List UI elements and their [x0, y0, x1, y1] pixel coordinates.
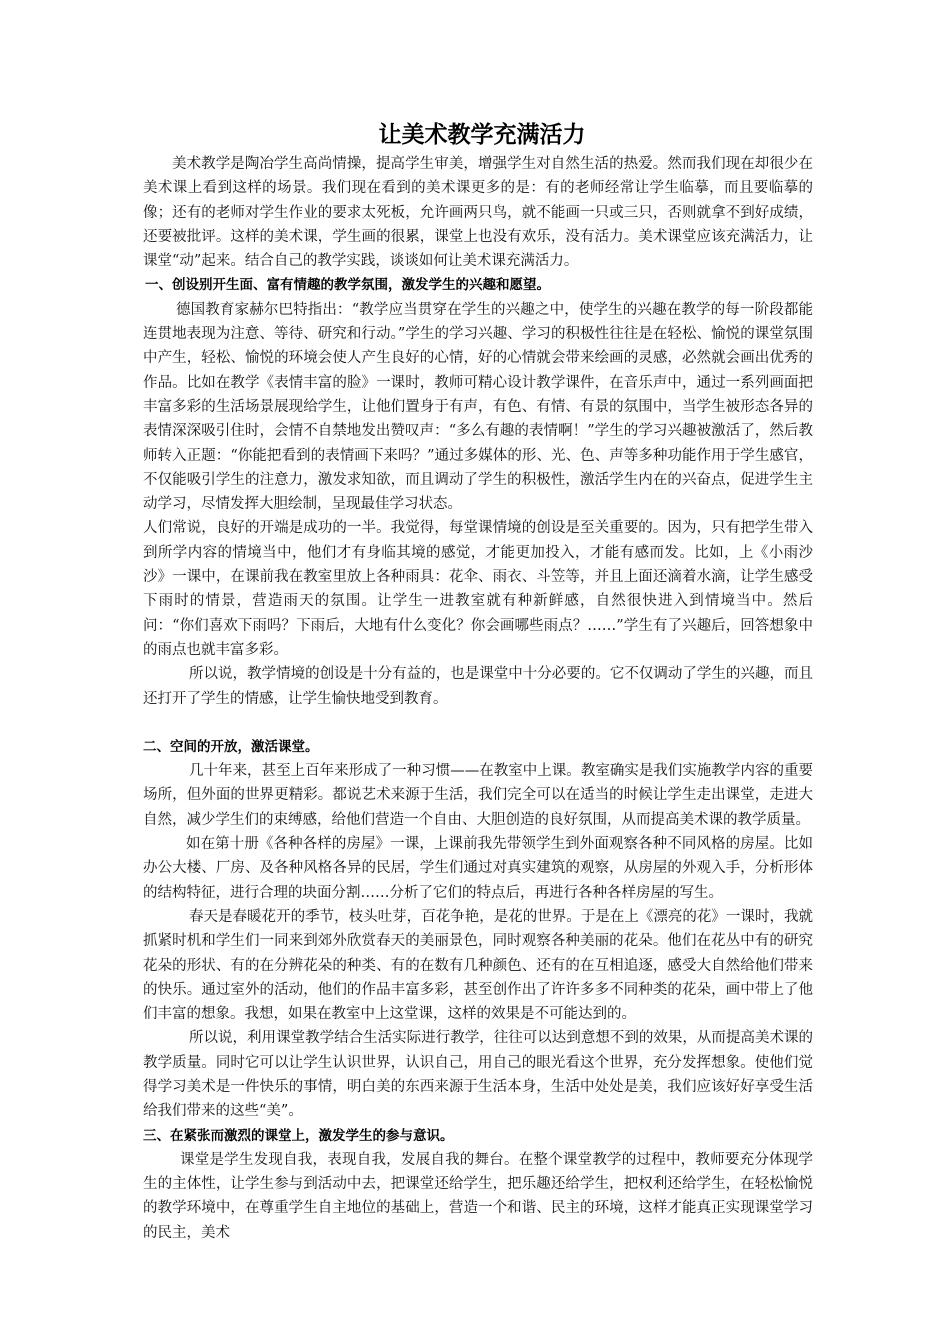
- section1-paragraph-3: 所以说，教学情境的创设是十分有益的，也是课堂中十分必要的。它不仅调动了学生的兴趣，而且还打开了学生的情感，让学生愉快地受到教育。: [143, 666, 813, 707]
- section1-heading: 一、创设别开生面、富有情趣的教学氛围，激发学生的兴趣和愿望。: [145, 277, 550, 294]
- section2-heading: 二、空间的开放，激活课堂。: [143, 738, 319, 755]
- intro-paragraph: 美术教学是陶冶学生高尚情操，提高学生审美，增强学生对自然生活的热爱。然而我们现在却很少在美术课上看到这样的场景。我们现在看到的美术课更多的是：有的老师经常让学生临摹，而且要临摹的像；还有的老师对学生作业的要求太死板，允许画两只鸟，就不能画一只或三只，否则就拿不到好成绩，还要被批评。这样的美术课，学生画的很累，课堂上也没有欢乐，没有活力。美术课堂应该充满活力，让课堂“动”起来。结合自己的教学实践，谈谈如何让美术课充满活力。: [143, 156, 813, 270]
- section3-paragraph-1: 课堂是学生发现自我，表现自我，发展自我的舞台。在整个课堂教学的过程中，教师要充分体现学生的主体性，让学生参与到活动中去，把课堂还给学生，把乐趣还给学生，把权利还给学生，在轻松愉悦的教学环境中，在尊重学生自主地位的基础上，营造一个和谐、民主的环境，这样才能真正实现课堂学习的民主，美术: [143, 1151, 813, 1241]
- document-title: 让美术教学充满活力: [378, 122, 586, 148]
- blank-line: [143, 711, 813, 735]
- section2-paragraph-3: 春天是春暖花开的季节，枝头吐芽，百花争艳，是花的世界。于是在上《漂亮的花》一课时，我就抓紧时机和学生们一同来到郊外欣赏春天的美丽景色，同时观察各种美丽的花朵。他们在花丛中有的研究花朵的形状、有的在分辨花朵的种类、有的在数有几种颜色、还有的在互相追逐，感受大自然给他们带来的快乐。通过室外的活动，他们的作品丰富多彩，甚至创作出了许许多多不同种类的花朵，画中带上了他们丰富的想象。我想，如果在教室中上这堂课，这样的效果是不可能达到的。: [143, 908, 813, 1023]
- section1-paragraph-2: 人们常说，良好的开端是成功的一半。我觉得，每堂课情境的创设是至关重要的。因为，只有把学生带入到所学内容的情境当中，他们才有身临其境的感觉，才能更加投入，才能有感而发。比如，上《小雨沙沙》一课中，在课前我在教室里放上各种雨具：花伞、雨衣、斗笠等，并且上面还滴着水滴，让学生感受下雨时的情景，营造雨天的氛围。让学生一进教室就有种新鲜感，自然很快进入到情境当中。然后问：“你们喜欢下雨吗？下雨后，大地有什么变化？你会画哪些雨点？……”学生有了兴趣后，回答想象中的雨点也就丰富多彩。: [143, 520, 813, 658]
- section2-paragraph-2: 如在第十册《各种各样的房屋》一课，上课前我先带领学生到外面观察各种不同风格的房屋。比如办公大楼、厂房、及各种风格各异的民居，学生们通过对真实建筑的观察，从房屋的外观入手，分析形体的结构特征，进行合理的块面分割……分析了它们的特点后，再进行各种各样房屋的写生。: [143, 836, 813, 901]
- section2-paragraph-4: 所以说，利用课堂教学结合生活实际进行教学，往往可以达到意想不到的效果，从而提高美术课的教学质量。同时它可以让学生认识世界，认识自己，用自己的眼光看这个世界，充分发挥想象。使他们觉得学习美术是一件快乐的事情，明白美的东西来源于生活本身，生活中处处是美，我们应该好好享受生活给我们带来的这些“美”。: [143, 1030, 813, 1120]
- section1-paragraph-1: 德国教育家赫尔巴特指出：“教学应当贯穿在学生的兴趣之中，使学生的兴趣在教学的每一阶段都能连贯地表现为注意、等待、研究和行动。”学生的学习兴趣、学习的积极性往往是在轻松、愉悦的课堂氛围中产生，轻松、愉悦的环境会使人产生良好的心情，好的心情就会带来绘画的灵感，必然就会画出优秀的作品。比如在教学《表情丰富的脸》一课时，教师可精心设计教学课件，在音乐声中，通过一系列画面把丰富多彩的生活场景展现给学生，让他们置身于有声，有色、有情、有景的氛围中，当学生被形态各异的表情深深吸引住时，会情不自禁地发出赞叹声：“多么有趣的表情啊！”学生的学习兴趣被激活了，然后教师转入正题：“你能把看到的表情画下来吗？”通过多媒体的形、光、色、声等多种功能作用于学生感官，不仅能吸引学生的注意力，激发求知欲，而且调动了学生的积极性，激活学生内在的兴奋点，促进学生主动学习，尽情发挥大胆绘制，呈现最佳学习状态。: [143, 301, 813, 513]
- section3-heading: 三、在紧张而激烈的课堂上，激发学生的参与意识。: [143, 1127, 454, 1144]
- section2-paragraph-1: 几十年来，甚至上百年来形成了一种习惯——在教室中上课。教室确实是我们实施教学内容的重要场所，但外面的世界更精彩。都说艺术来源于生活，我们完全可以在适当的时候让学生走出课堂，走进大自然，减少学生们的束缚感，给他们营造一个自由、大胆创造的良好氛围，从而提高美术课的教学质量。: [143, 763, 813, 828]
